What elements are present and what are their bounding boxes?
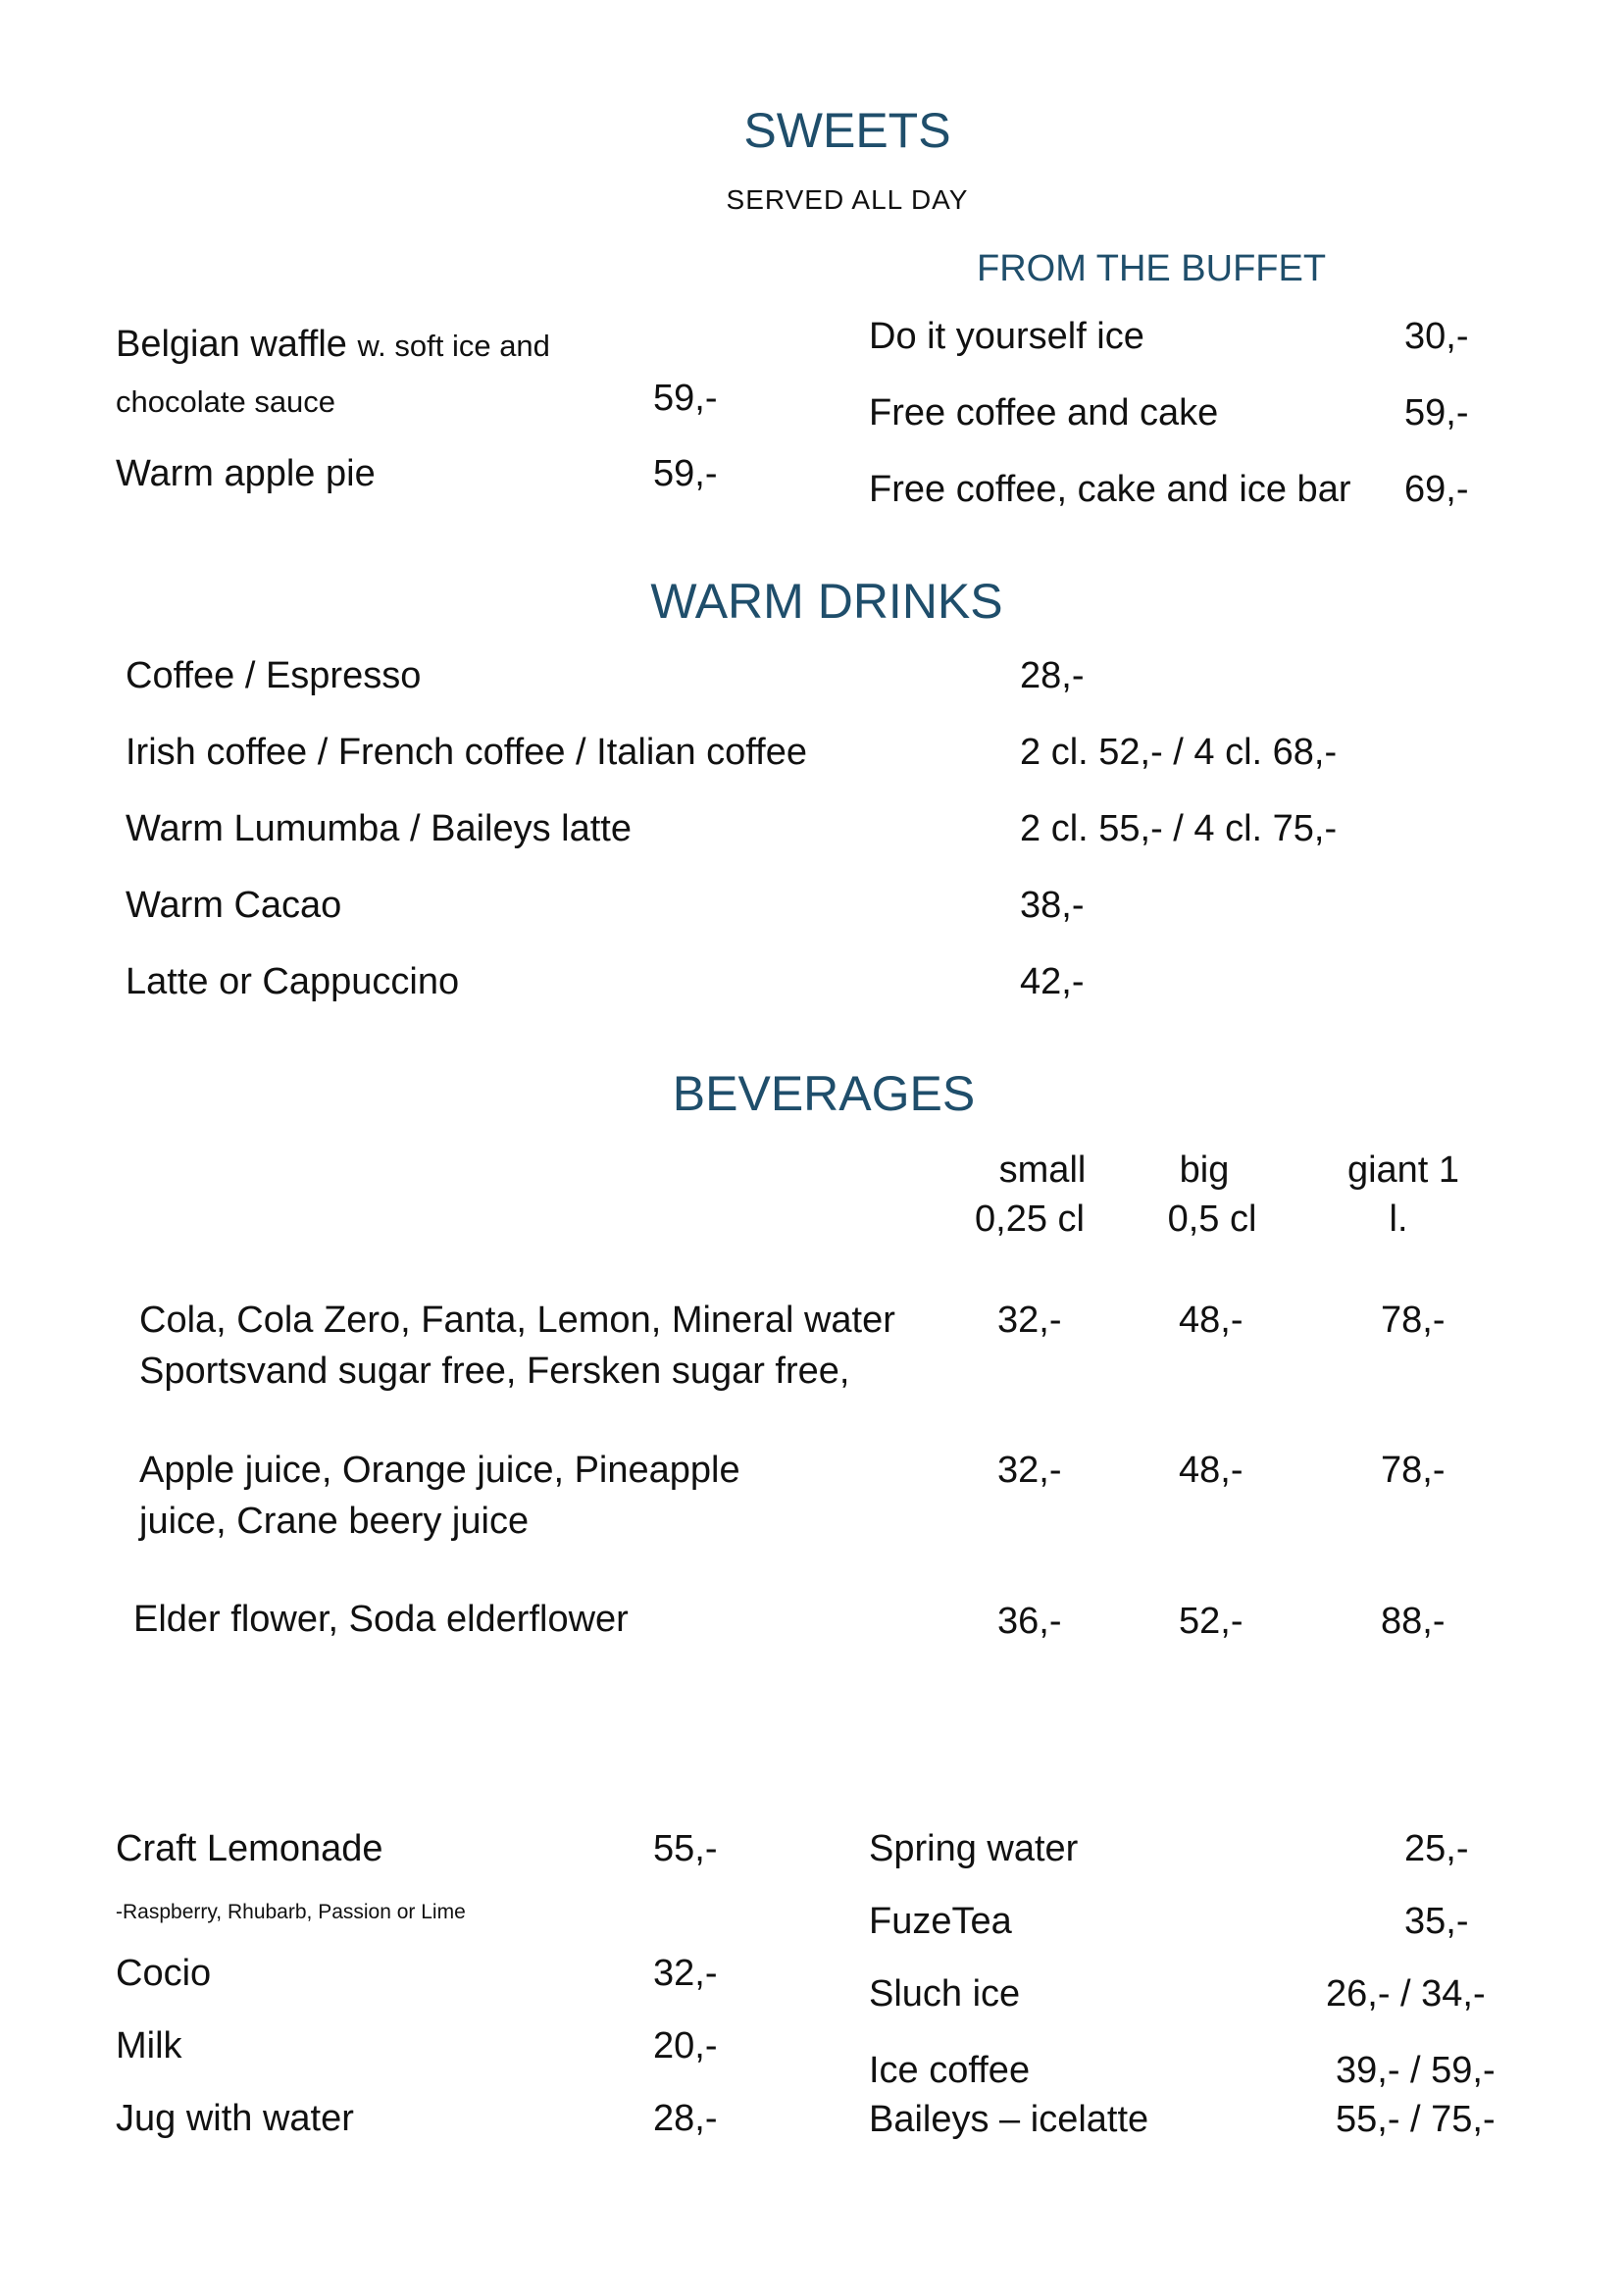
item-name: Craft Lemonade — [116, 1828, 383, 1869]
beverage-name: Elder flower, Soda elderflower — [133, 1599, 629, 1640]
price-small: 36,- — [997, 1601, 1062, 1642]
item-name: Warm Cacao — [126, 885, 342, 926]
price-giant: 88,- — [1381, 1601, 1446, 1642]
item-price: 2 cl. 55,- / 4 cl. 75,- — [1020, 808, 1338, 849]
item-note: -Raspberry, Rhubarb, Passion or Lime — [116, 1901, 466, 1923]
item-price: 55,- — [653, 1828, 718, 1869]
item-price: 25,- — [1404, 1828, 1469, 1869]
item-name: Free coffee and cake — [869, 392, 1219, 434]
item-name: FuzeTea — [869, 1901, 1012, 1942]
price-small: 32,- — [997, 1450, 1062, 1491]
item-name: Coffee / Espresso — [126, 655, 422, 696]
item-name: Do it yourself ice — [869, 316, 1144, 357]
beverage-name: Apple juice, Orange juice, Pineapple — [139, 1450, 740, 1491]
item-price: 39,- / 59,- — [1336, 2050, 1496, 2091]
item-name: Sluch ice — [869, 1973, 1021, 2015]
price-giant: 78,- — [1381, 1450, 1446, 1491]
sweets-item — [116, 324, 550, 366]
item-name: Milk — [116, 2025, 182, 2066]
price-giant: 78,- — [1381, 1300, 1446, 1341]
item-name: Free coffee, cake and ice bar — [869, 469, 1351, 510]
item-name: Jug with water — [116, 2098, 354, 2139]
column-header: big — [1179, 1149, 1230, 1191]
item-description: chocolate sauce — [116, 384, 336, 419]
item-price: 59,- — [653, 378, 718, 419]
item-name: Warm Lumumba / Baileys latte — [126, 808, 632, 849]
item-name: Belgian waffle — [116, 324, 347, 365]
sweets-subtitle: SERVED ALL DAY — [726, 184, 969, 215]
price-big: 48,- — [1179, 1450, 1243, 1491]
sweets-title: SWEETS — [743, 103, 951, 158]
item-price: 28,- — [1020, 655, 1085, 696]
item-price: 20,- — [653, 2025, 718, 2066]
column-header: small — [998, 1149, 1087, 1191]
beverages-title: BEVERAGES — [672, 1066, 976, 1121]
item-price: 38,- — [1020, 885, 1085, 926]
warm-drinks-title: WARM DRINKS — [650, 574, 1003, 629]
item-name: Latte or Cappuccino — [126, 961, 460, 1002]
column-header: 0,5 cl — [1167, 1199, 1257, 1240]
item-price: 30,- — [1404, 316, 1469, 357]
buffet-title: FROM THE BUFFET — [977, 248, 1327, 289]
item-price: 55,- / 75,- — [1336, 2099, 1496, 2140]
item-name: Irish coffee / French coffee / Italian coffee — [126, 732, 807, 773]
item-price: 59,- — [1404, 392, 1469, 434]
column-header: 0,25 cl — [975, 1199, 1085, 1240]
beverage-name: Sportsvand sugar free, Fersken sugar free, — [139, 1351, 850, 1392]
item-name: Spring water — [869, 1828, 1079, 1869]
price-big: 52,- — [1179, 1601, 1243, 1642]
item-name: Ice coffee — [869, 2050, 1031, 2091]
item-price: 32,- — [653, 1953, 718, 1994]
item-price: 42,- — [1020, 961, 1085, 1002]
item-name: Baileys – icelatte — [869, 2099, 1149, 2140]
column-header: l. — [1389, 1199, 1408, 1240]
item-name: Cocio — [116, 1953, 212, 1994]
item-name: Warm apple pie — [116, 453, 376, 494]
beverage-name: juice, Crane beery juice — [139, 1501, 530, 1542]
price-small: 32,- — [997, 1300, 1062, 1341]
item-price: 35,- — [1404, 1901, 1469, 1942]
item-price: 69,- — [1404, 469, 1469, 510]
item-price: 2 cl. 52,- / 4 cl. 68,- — [1020, 732, 1338, 773]
price-big: 48,- — [1179, 1300, 1243, 1341]
item-price: 26,- / 34,- — [1326, 1973, 1486, 2015]
beverage-name: Cola, Cola Zero, Fanta, Lemon, Mineral water — [139, 1300, 895, 1341]
item-price: 28,- — [653, 2098, 718, 2139]
item-description: w. soft ice and — [357, 329, 550, 363]
column-header: giant 1 — [1346, 1149, 1460, 1191]
item-price: 59,- — [653, 453, 718, 494]
